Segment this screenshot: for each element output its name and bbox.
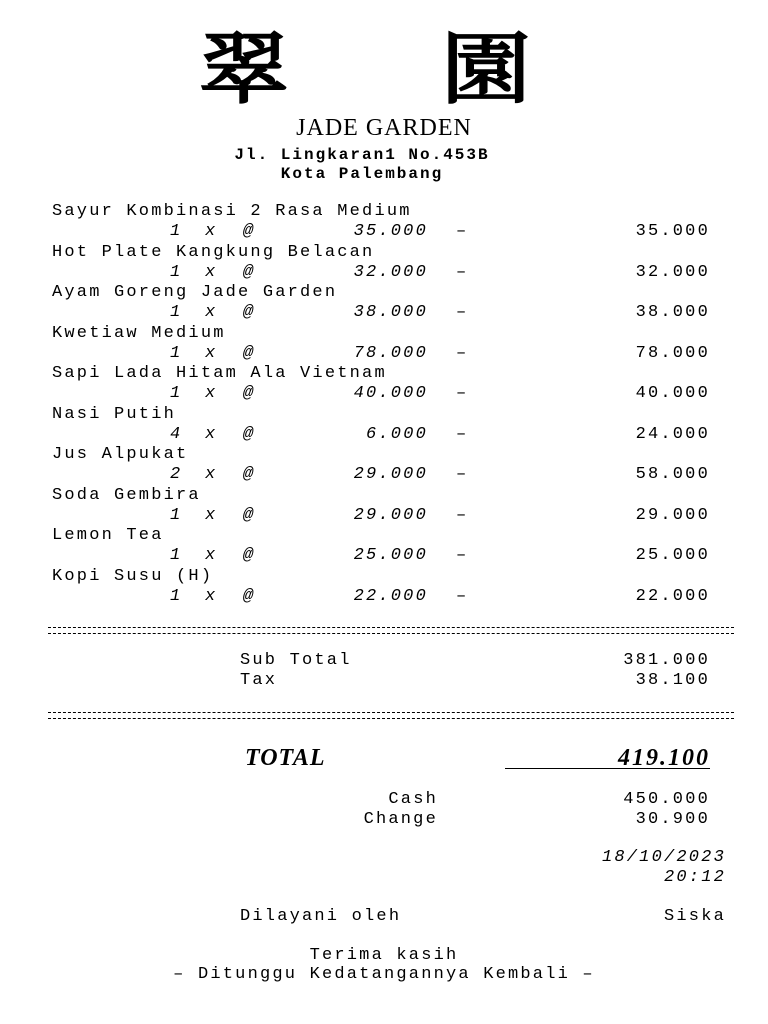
item-at-symbol: @ (243, 587, 256, 606)
item-at-symbol: @ (243, 222, 256, 241)
item-unit-price: 25.000 (353, 546, 428, 565)
item-line-total: 32.000 (635, 263, 710, 282)
item-qty: 1 (170, 546, 183, 565)
item-dash-symbol: – (456, 506, 469, 525)
subtotal-label: Sub Total (240, 651, 352, 670)
item-at-symbol: @ (243, 384, 256, 403)
item-x-symbol: x (205, 222, 218, 241)
item-at-symbol: @ (243, 546, 256, 565)
receipt-time: 20:12 (663, 868, 726, 887)
item-qty: 1 (170, 587, 183, 606)
item-name: Kwetiaw Medium (52, 324, 226, 343)
item-name: Hot Plate Kangkung Belacan (52, 243, 375, 262)
change-value: 30.900 (635, 810, 710, 829)
restaurant-logo (199, 24, 531, 115)
item-x-symbol: x (205, 546, 218, 565)
item-x-symbol: x (205, 587, 218, 606)
item-line-total: 38.000 (635, 303, 710, 322)
logo-char-2: 園 (441, 24, 531, 115)
item-unit-price: 22.000 (353, 587, 428, 606)
item-unit-price: 6.000 (365, 425, 428, 444)
come-again-text: – Ditunggu Kedatangannya Kembali – (173, 965, 595, 984)
item-x-symbol: x (205, 425, 218, 444)
item-name: Sayur Kombinasi 2 Rasa Medium (52, 202, 412, 221)
item-name: Soda Gembira (52, 486, 201, 505)
item-name: Sapi Lada Hitam Ala Vietnam (52, 364, 387, 383)
cashier-name: Siska (663, 907, 726, 926)
address-line-1: Jl. Lingkaran1 No.453B (234, 146, 490, 164)
item-qty: 1 (170, 344, 183, 363)
address-line-2: Kota Palembang (280, 165, 444, 183)
item-qty: 1 (170, 384, 183, 403)
item-dash-symbol: – (456, 465, 469, 484)
item-dash-symbol: – (456, 303, 469, 322)
item-line-total: 24.000 (635, 425, 710, 444)
item-at-symbol: @ (243, 425, 256, 444)
item-line-total: 22.000 (635, 587, 710, 606)
tax-value: 38.100 (635, 671, 710, 690)
cash-value: 450.000 (623, 790, 710, 809)
item-dash-symbol: – (456, 546, 469, 565)
item-line-total: 29.000 (635, 506, 710, 525)
item-unit-price: 35.000 (353, 222, 428, 241)
receipt-date: 18/10/2023 (601, 848, 726, 867)
item-line-total: 78.000 (635, 344, 710, 363)
item-name: Nasi Putih (52, 405, 177, 424)
separator-2 (48, 712, 734, 719)
item-line-total: 58.000 (635, 465, 710, 484)
item-at-symbol: @ (243, 303, 256, 322)
item-unit-price: 32.000 (353, 263, 428, 282)
item-at-symbol: @ (243, 263, 256, 282)
item-qty: 2 (170, 465, 183, 484)
item-x-symbol: x (205, 344, 218, 363)
item-name: Lemon Tea (52, 526, 164, 545)
item-dash-symbol: – (456, 222, 469, 241)
item-at-symbol: @ (243, 506, 256, 525)
total-label: TOTAL (245, 745, 326, 771)
item-qty: 1 (170, 506, 183, 525)
item-unit-price: 40.000 (353, 384, 428, 403)
item-x-symbol: x (205, 384, 218, 403)
item-at-symbol: @ (243, 465, 256, 484)
item-qty: 1 (170, 222, 183, 241)
item-x-symbol: x (205, 465, 218, 484)
item-line-total: 40.000 (635, 384, 710, 403)
item-name: Ayam Goreng Jade Garden (52, 283, 338, 302)
item-dash-symbol: – (456, 425, 469, 444)
item-unit-price: 78.000 (353, 344, 428, 363)
item-qty: 4 (170, 425, 183, 444)
item-qty: 1 (170, 303, 183, 322)
item-dash-symbol: – (456, 263, 469, 282)
tax-label: Tax (240, 671, 278, 690)
thank-you-text: Terima kasih (309, 946, 459, 965)
served-by-label: Dilayani oleh (240, 907, 402, 926)
separator-1 (48, 627, 734, 634)
item-line-total: 35.000 (635, 222, 710, 241)
item-unit-price: 29.000 (353, 465, 428, 484)
item-name: Jus Alpukat (52, 445, 189, 464)
subtotal-value: 381.000 (623, 651, 710, 670)
item-unit-price: 38.000 (353, 303, 428, 322)
item-dash-symbol: – (456, 344, 469, 363)
restaurant-name: JADE GARDEN (296, 115, 472, 141)
item-line-total: 25.000 (635, 546, 710, 565)
item-x-symbol: x (205, 303, 218, 322)
change-label: Change (363, 810, 438, 829)
item-at-symbol: @ (243, 344, 256, 363)
item-x-symbol: x (205, 506, 218, 525)
item-qty: 1 (170, 263, 183, 282)
total-value: 419.100 (618, 745, 710, 771)
item-unit-price: 29.000 (353, 506, 428, 525)
item-dash-symbol: – (456, 384, 469, 403)
cash-label: Cash (388, 790, 438, 809)
item-x-symbol: x (205, 263, 218, 282)
item-name: Kopi Susu (H) (52, 567, 214, 586)
item-dash-symbol: – (456, 587, 469, 606)
logo-char-1: 翠 (199, 24, 289, 115)
